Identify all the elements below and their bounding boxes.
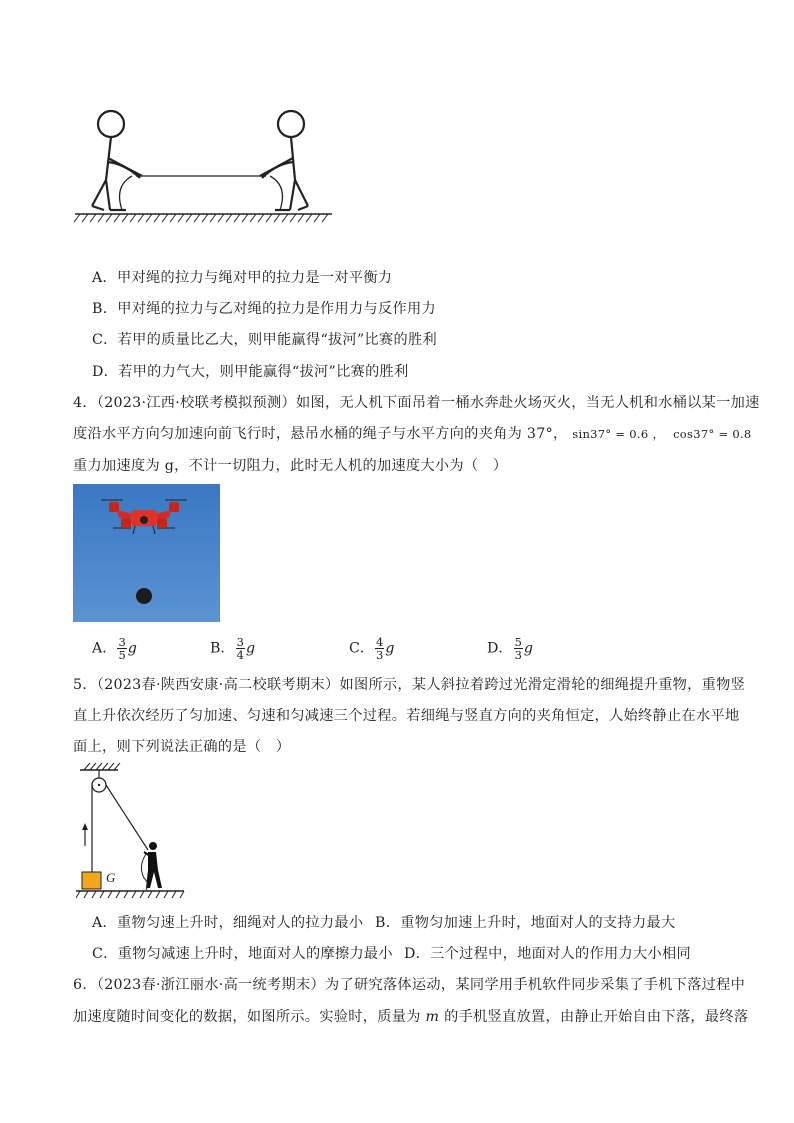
tug-of-war-figure bbox=[70, 100, 340, 230]
q4-option-c[interactable] bbox=[349, 636, 394, 661]
q6-mass-var: m bbox=[425, 1009, 440, 1025]
q5-option-b[interactable]: B．重物匀加速上升时，地面对人的支持力最大 bbox=[375, 915, 676, 931]
q3-option-a[interactable]: A．甲对绳的拉力与绳对甲的拉力是一对平衡力 bbox=[92, 270, 393, 286]
q4-option-c-den: 3 bbox=[376, 648, 384, 662]
q4-option-d-num: 5 bbox=[514, 635, 522, 649]
q4-option-d[interactable] bbox=[487, 636, 533, 661]
q4-stem-line2 bbox=[73, 424, 752, 444]
water-bucket-icon bbox=[136, 588, 152, 604]
q4-cos-value: cos37° = 0.8 bbox=[673, 427, 752, 441]
q4-option-b[interactable] bbox=[210, 636, 255, 661]
q3-option-c[interactable]: C．若甲的质量比乙大，则甲能赢得“拔河”比赛的胜利 bbox=[92, 332, 437, 348]
weight-box-icon bbox=[82, 872, 101, 889]
q4-option-c-num: 4 bbox=[376, 635, 384, 649]
q6-stem-line2 bbox=[73, 1007, 748, 1027]
drone-photo bbox=[73, 484, 220, 622]
q4-option-b-label: B． bbox=[210, 640, 235, 657]
q6-stem-line2-text-b: 的手机竖直放置，由静止开始自由下落，最终落 bbox=[439, 1009, 749, 1025]
weight-label: G bbox=[106, 870, 116, 885]
q5-stem-line1: 5．（2023春·陕西安康·高二校联考期末）如图所示，某人斜拉着跨过光滑定滑轮的细绳提升重物，重物竖 bbox=[73, 677, 746, 693]
pulley-figure bbox=[76, 762, 188, 904]
q4-option-b-num: 3 bbox=[236, 635, 244, 649]
q3-option-b[interactable]: B．甲对绳的拉力与乙对绳的拉力是作用力与反作用力 bbox=[92, 301, 436, 317]
q4-option-c-var: g bbox=[385, 640, 395, 657]
q4-option-d-den: 3 bbox=[514, 648, 522, 662]
q4-option-d-label: D． bbox=[487, 640, 513, 657]
q4-sin-value: sin37° = 0.6 ， bbox=[572, 427, 665, 441]
q3-option-d[interactable]: D．若甲的力气大，则甲能赢得“拔河”比赛的胜利 bbox=[92, 364, 409, 380]
q4-option-a-den: 5 bbox=[118, 648, 126, 662]
q4-option-c-label: C． bbox=[349, 640, 375, 657]
q4-option-a[interactable] bbox=[92, 636, 137, 661]
q4-option-a-label: A． bbox=[92, 640, 117, 657]
q4-option-b-var: g bbox=[245, 640, 256, 657]
q6-stem-line1: 6．（2023春·浙江丽水·高一统考期末）为了研究落体运动，某同学用手机软件同步采集了手机下落过程中 bbox=[73, 977, 746, 993]
q5-stem-line3: 面上，则下列说法正确的是（ ） bbox=[73, 739, 291, 755]
q4-stem-line2-text: 度沿水平方向匀加速向前飞行时，悬吊水桶的绳子与水平方向的夹角为 37°， bbox=[73, 426, 568, 442]
q4-option-a-num: 3 bbox=[118, 635, 126, 649]
q4-stem-line3: 重力加速度为 g，不计一切阻力，此时无人机的加速度大小为（ ） bbox=[73, 458, 508, 474]
q5-option-a[interactable]: A．重物匀速上升时，细绳对人的拉力最小 bbox=[92, 915, 364, 931]
q4-option-a-var: g bbox=[127, 640, 137, 657]
q5-stem-line2: 直上升依次经历了匀加速、匀速和匀减速三个过程。若细绳与竖直方向的夹角恒定，人始终静止在水平地 bbox=[73, 708, 740, 724]
q6-stem-line2-text-a: 加速度随时间变化的数据，如图所示。实验时，质量为 bbox=[73, 1009, 426, 1025]
q4-option-b-den: 4 bbox=[236, 648, 244, 662]
q4-stem-line1: 4．（2023·江西·校联考模拟预测）如图，无人机下面吊着一桶水奔赴火场灭火，当无人机和水桶以某一加速 bbox=[73, 395, 760, 411]
q5-option-c[interactable]: C．重物匀减速上升时，地面对人的摩擦力最小 bbox=[92, 946, 393, 962]
q4-option-d-var: g bbox=[523, 640, 533, 657]
q5-option-d[interactable]: D．三个过程中，地面对人的作用力大小相同 bbox=[404, 946, 691, 962]
